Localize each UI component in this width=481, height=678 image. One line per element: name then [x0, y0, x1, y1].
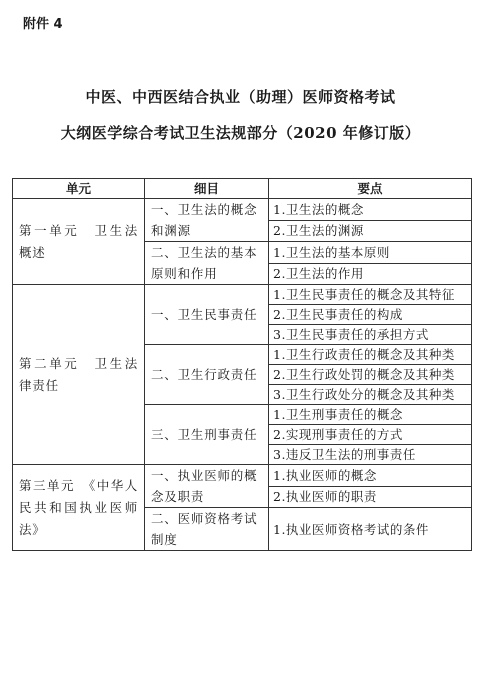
point-cell: 1.执业医师的概念: [269, 465, 472, 487]
point-cell: 1.卫生刑事责任的概念: [269, 405, 472, 425]
point-cell: 2.实现刑事责任的方式: [269, 425, 472, 445]
detail-cell: 一、执业医师的概念及职责: [145, 465, 269, 508]
point-cell: 1.执业医师资格考试的条件: [269, 508, 472, 551]
document-title-line-1: 中医、中西医结合执业（助理）医师资格考试: [85, 88, 396, 106]
header-points: 要点: [269, 179, 472, 199]
detail-cell: 一、卫生民事责任: [145, 285, 269, 345]
point-cell: 2.卫生行政处罚的概念及其种类: [269, 365, 472, 385]
point-cell: 1.卫生民事责任的概念及其特征: [269, 285, 472, 305]
point-cell: 2.执业医师的职责: [269, 486, 472, 508]
point-cell: 1.卫生行政责任的概念及其种类: [269, 345, 472, 365]
table-header-row: [13, 179, 472, 199]
header-detail: 细目: [145, 179, 269, 199]
point-cell: 2.卫生民事责任的构成: [269, 305, 472, 325]
detail-cell: 二、卫生行政责任: [145, 345, 269, 405]
point-cell: 2.卫生法的作用: [269, 263, 472, 285]
detail-cell: 二、医师资格考试制度: [145, 508, 269, 551]
document-title-line-2: 大纲医学综合考试卫生法规部分（2020 年修订版）: [60, 124, 421, 142]
point-cell: 3.卫生行政处分的概念及其种类: [269, 385, 472, 405]
detail-cell: 三、卫生刑事责任: [145, 405, 269, 465]
syllabus-table: [12, 178, 472, 551]
unit-cell: 第三单元 《中华人民共和国执业医师法》: [13, 465, 145, 551]
header-unit: 单元: [13, 179, 145, 199]
unit-cell: 第一单元 卫生法概述: [13, 199, 145, 285]
detail-cell: 一、卫生法的概念和渊源: [145, 199, 269, 242]
table-row: [13, 199, 472, 221]
point-cell: 2.卫生法的渊源: [269, 220, 472, 242]
point-cell: 1.卫生法的基本原则: [269, 242, 472, 264]
attachment-label: 附件 4: [23, 17, 63, 32]
point-cell: 3.违反卫生法的刑事责任: [269, 445, 472, 465]
point-cell: 3.卫生民事责任的承担方式: [269, 325, 472, 345]
table-row: [13, 465, 472, 487]
unit-cell: 第二单元 卫生法律责任: [13, 285, 145, 465]
point-cell: 1.卫生法的概念: [269, 199, 472, 221]
table-row: [13, 285, 472, 305]
detail-cell: 二、卫生法的基本原则和作用: [145, 242, 269, 285]
